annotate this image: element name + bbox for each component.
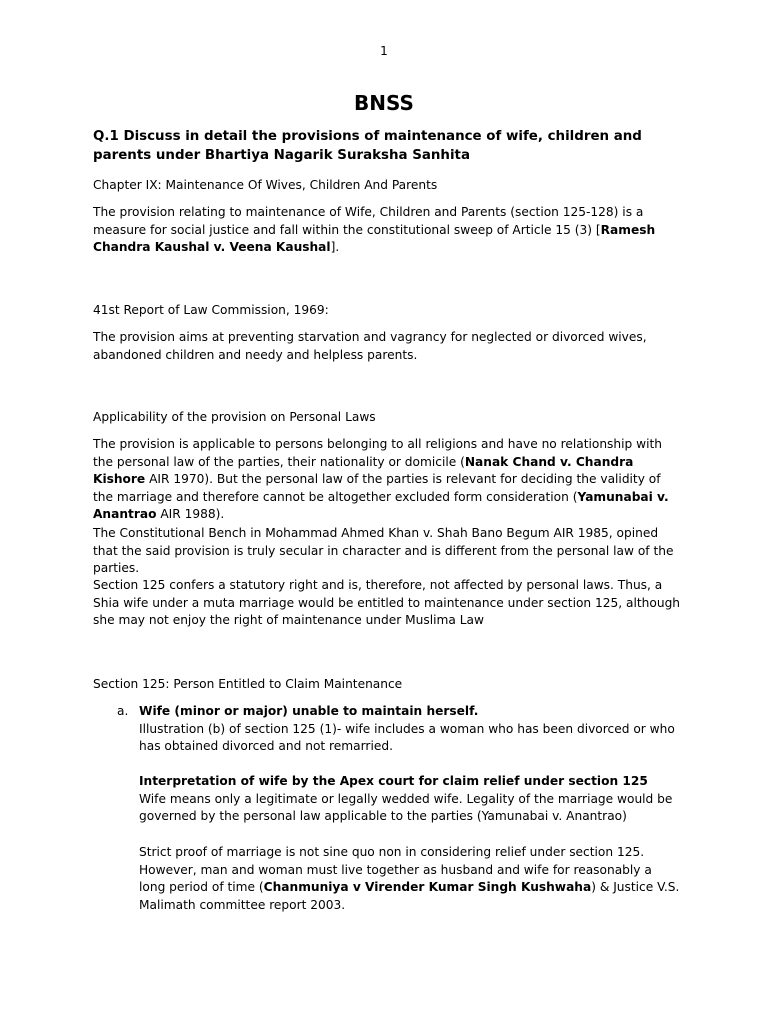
intro-paragraph: The provision relating to maintenance of Wife, Children and Parents (section 125-128) is a measure for social justice and fall within the constitutional sweep of Article 15 (3) [Ramesh Chandra Kaushal v. Veena Kaushal]. [93, 205, 656, 255]
strict-proof-paragraph: Strict proof of marriage is not sine quo non in considering relief under section 125. However, man and woman must live together as husband and wife for reasonably a long period of time (Chanmuniya v Virender Kumar Singh Kushwaha) & Justice V.S. Malimath committee report 2003. [139, 845, 680, 912]
chapter-heading: Chapter IX: Maintenance Of Wives, Children And Parents [93, 178, 438, 192]
case-citation: Nanak Chand v. Chandra Kishore [93, 454, 634, 487]
law-commission-text: The provision aims at preventing starvation and vagrancy for neglected or divorced wives, abandoned children and needy and helpless parents. [93, 330, 647, 362]
case-citation: Ramesh Chandra Kaushal v. Veena Kaushal [93, 222, 656, 255]
item-title: Wife (minor or major) unable to maintain herself. [139, 704, 479, 718]
applicability-paragraph-3: Section 125 confers a statutory right and is, therefore, not affected by personal laws. Thus, a Shia wife under a muta marriage would be entitled to maintenance under section 125, although she may not enjoy the right of maintenance under Muslima Law [93, 578, 681, 628]
applicability-heading: Applicability of the provision on Personal Laws [93, 410, 376, 424]
interpretation-heading: Interpretation of wife by the Apex court for claim relief under section 125 [139, 774, 648, 788]
applicability-paragraph-1: The provision is applicable to persons belonging to all religions and have no relationship with the personal law of the parties, their nationality or domicile (Nanak Chand v. Chandra Kishore AIR 1970). But the personal law of the parties is relevant for deciding the validity of the marriage and therefore cannot be altogether excluded form consideration (Yamunabai v. Anantrao AIR 1988). [93, 437, 669, 522]
applicability-paragraph-2: The Constitutional Bench in Mohammad Ahmed Khan v. Shah Bano Begum AIR 1985, opined that the said provision is truly secular in character and is different from the personal law of the parties. [93, 526, 674, 576]
item-illustration: Illustration (b) of section 125 (1)- wife includes a woman who has been divorced or who has obtained divorced and not remarried. [139, 721, 675, 754]
page-number: 1 [380, 44, 388, 58]
list-marker: a. [117, 704, 129, 718]
question-heading: Q.1 Discuss in detail the provisions of maintenance of wife, children and parents under Bhartiya Nagarik Suraksha Sanhita [93, 129, 642, 163]
law-commission-heading: 41st Report of Law Commission, 1969: [93, 303, 329, 317]
interpretation-text: Wife means only a legitimate or legally wedded wife. Legality of the marriage would be governed by the personal law applicable to the parties (Yamunabai v. Anantrao) [139, 791, 673, 824]
document-title: BNSS [354, 91, 414, 115]
case-citation: Chanmuniya v Virender Kumar Singh Kushwaha [263, 880, 592, 895]
section-125-heading: Section 125: Person Entitled to Claim Maintenance [93, 677, 403, 691]
case-citation: Yamunabai v. Anantrao [93, 489, 669, 522]
